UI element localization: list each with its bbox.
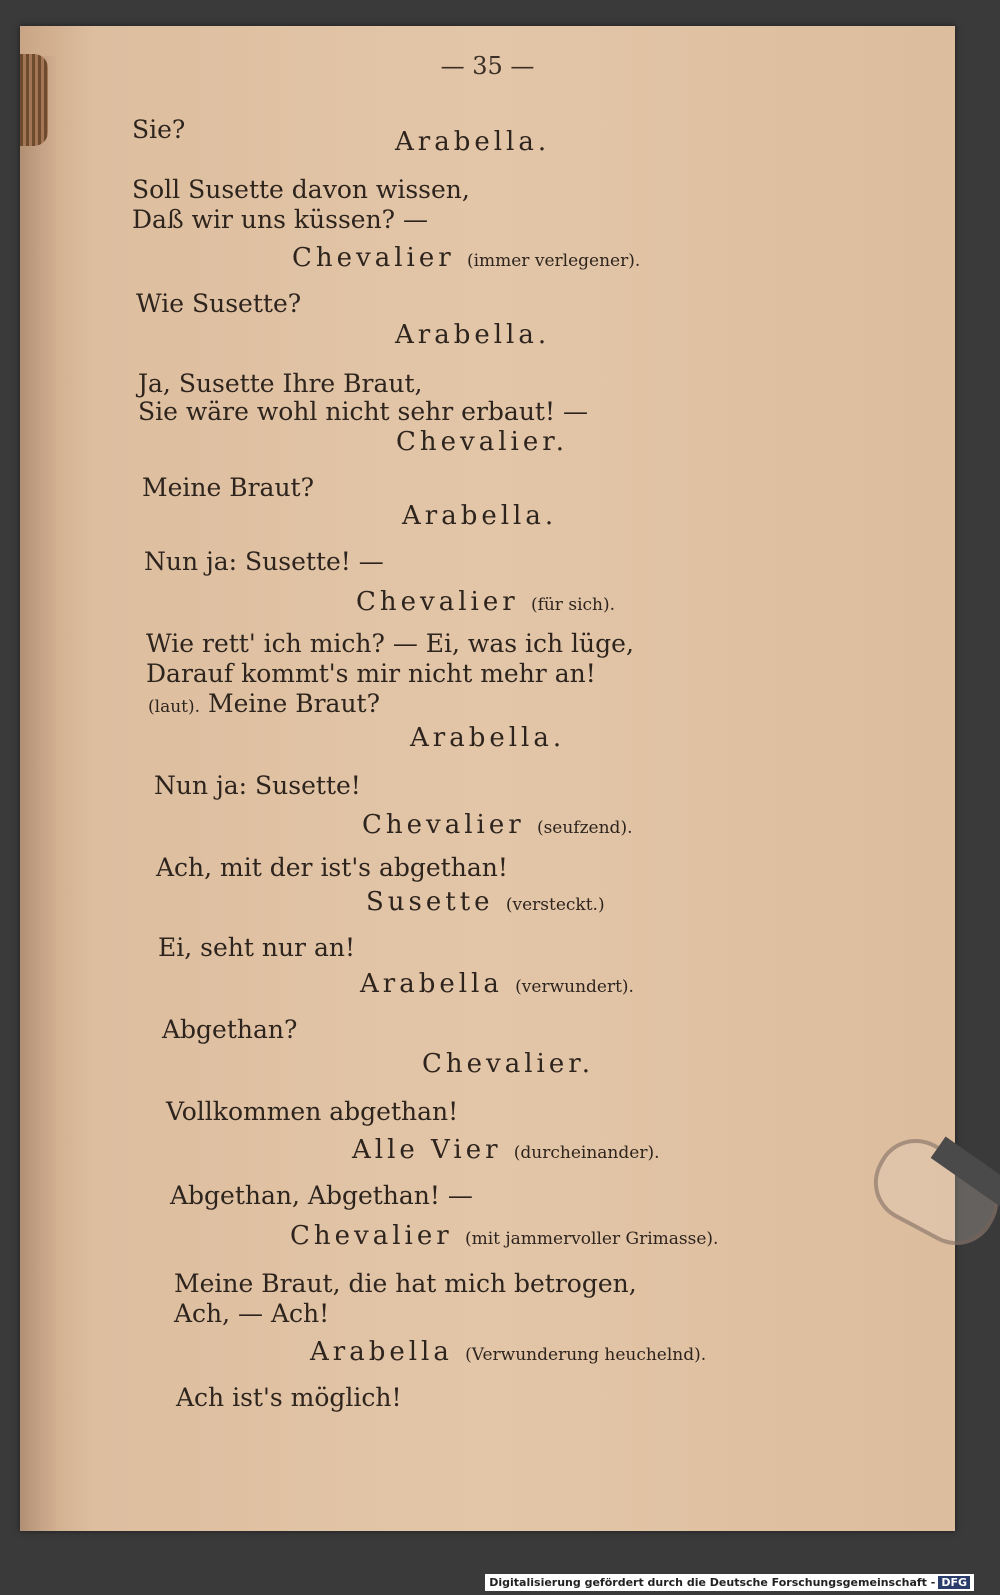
- verse-line: Vollkommen abgethan!: [166, 1097, 459, 1126]
- stage-direction: (immer verlegener).: [466, 251, 641, 271]
- speaker-heading: Arabella.: [402, 501, 558, 531]
- verse-line: Ja, Susette Ihre Braut,: [138, 369, 423, 398]
- verse-line: Daß wir uns küssen? —: [132, 205, 429, 234]
- page-binding-shadow: [20, 56, 58, 1531]
- verse-line: Soll Susette davon wissen,: [132, 175, 470, 204]
- verse-line: Wie Susette?: [136, 289, 302, 318]
- verse-line: Ach, — Ach!: [174, 1299, 330, 1328]
- dfg-logo: DFG: [938, 1576, 970, 1589]
- verse-line: Abgethan, Abgethan! —: [170, 1181, 473, 1210]
- verse-line: Darauf kommt's mir nicht mehr an!: [146, 659, 596, 688]
- verse-line: Ach ist's möglich!: [176, 1383, 402, 1412]
- page-number: — 35 —: [440, 52, 535, 80]
- speaker-heading: Chevalier.: [396, 427, 569, 457]
- verse-line: Meine Braut, die hat mich betrogen,: [174, 1269, 637, 1298]
- speaker-heading: Arabella.: [410, 723, 566, 753]
- verse-line: Ach, mit der ist's abgethan!: [156, 853, 508, 882]
- verse-line: Abgethan?: [162, 1015, 298, 1044]
- verse-line: (laut). Meine Braut?: [148, 689, 380, 718]
- speaker-heading: Chevalier (immer verlegener).: [292, 243, 641, 273]
- stage-direction: (durcheinander).: [513, 1143, 660, 1163]
- stage-direction: (mit jammervoller Grimasse).: [464, 1229, 719, 1249]
- verse-line: Ei, seht nur an!: [158, 933, 356, 962]
- stage-direction: (für sich).: [530, 595, 616, 615]
- verse-line: Sie?: [132, 115, 186, 144]
- stage-direction: (laut).: [148, 697, 201, 717]
- verse-line: Sie wäre wohl nicht sehr erbaut! —: [138, 397, 588, 426]
- speaker-heading: Chevalier (seufzend).: [362, 810, 633, 840]
- speaker-heading: Arabella (Verwunderung heuchelnd).: [310, 1337, 707, 1367]
- digitization-credit: [485, 1574, 974, 1591]
- speaker-heading: Chevalier.: [422, 1049, 595, 1079]
- book-page: [20, 26, 955, 1531]
- credit-text: Digitalisierung gefördert durch die Deutsche Forschungsgemeinschaft -: [489, 1576, 936, 1589]
- speaker-heading: Chevalier (für sich).: [356, 587, 616, 617]
- speaker-heading: Arabella.: [395, 127, 551, 157]
- speaker-heading: Alle Vier (durcheinander).: [352, 1135, 660, 1165]
- verse-line: Wie rett' ich mich? — Ei, was ich lüge,: [146, 629, 634, 658]
- verse-line: Nun ja: Susette! —: [144, 547, 384, 576]
- stage-direction: (Verwunderung heuchelnd).: [465, 1345, 707, 1365]
- stage-direction: (seufzend).: [536, 818, 633, 838]
- verse-line: Meine Braut?: [142, 473, 315, 502]
- verse-line: Nun ja: Susette!: [154, 771, 361, 800]
- speaker-heading: Arabella.: [395, 320, 551, 350]
- speaker-heading: Susette (versteckt.): [366, 887, 605, 917]
- speaker-heading: Arabella (verwundert).: [360, 969, 634, 999]
- stage-direction: (versteckt.): [505, 895, 605, 915]
- speaker-heading: Chevalier (mit jammervoller Grimasse).: [290, 1221, 719, 1251]
- stage-direction: (verwundert).: [515, 977, 634, 997]
